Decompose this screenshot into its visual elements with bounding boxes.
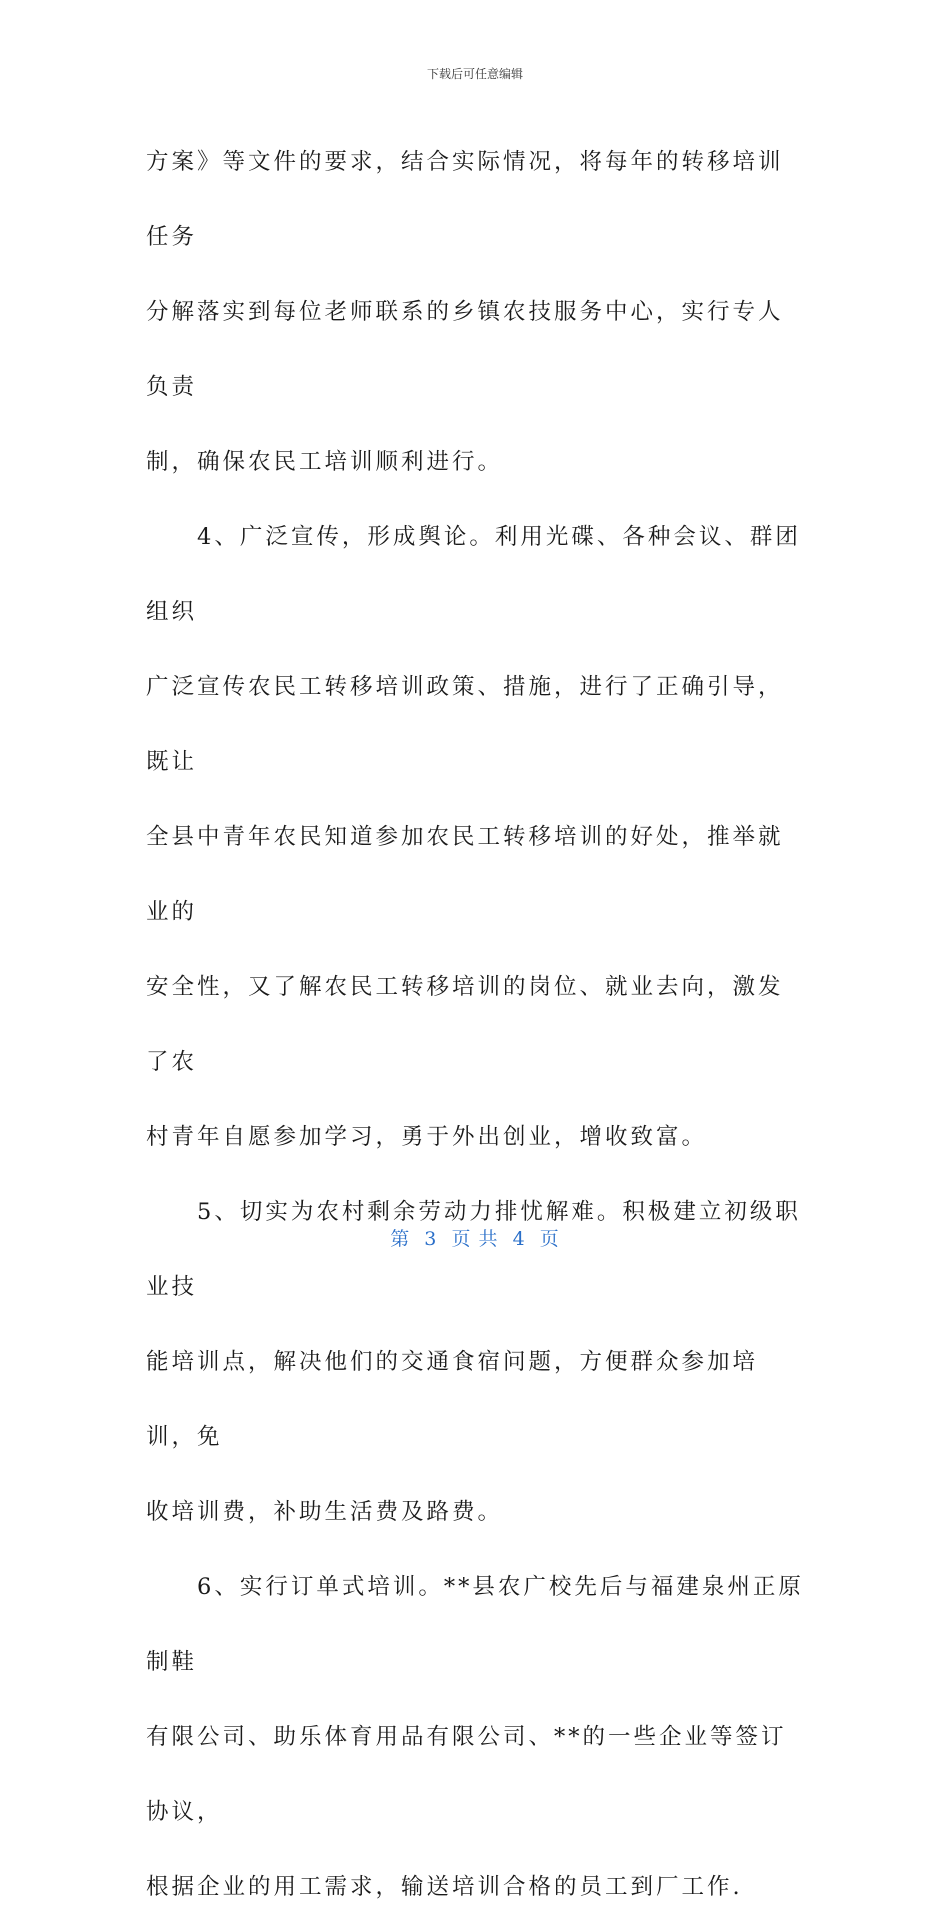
body-line: 4、广泛宣传，形成舆论。利用光碟、各种会议、群团组织 (146, 524, 801, 625)
body-line: 根据企业的用工需求，输送培训合格的员工到厂工作. (146, 1874, 743, 1900)
body-line: 全县中青年农民知道参加农民工转移培训的好处，推举就业的 (146, 824, 784, 925)
page-number: 第 3 页 共 4 页 (390, 1228, 560, 1250)
page-header: 下载后可任意编辑 (426, 67, 523, 81)
body-line: 5、切实为农村剩余劳动力排忧解难。积极建立初级职业技 (146, 1199, 801, 1300)
body-line: 分解落实到每位老师联系的乡镇农技服务中心，实行专人负责 (146, 299, 784, 400)
body-line: 制，确保农民工培训顺利进行。 (146, 449, 504, 475)
body-line: 有限公司、助乐体育用品有限公司、**的一些企业等签订协议， (146, 1724, 787, 1825)
body-line: 村青年自愿参加学习，勇于外出创业，增收致富。 (146, 1124, 708, 1150)
body-line: 能培训点，解决他们的交通食宿问题，方便群众参加培训，免 (146, 1349, 759, 1450)
document-body (146, 125, 806, 1925)
body-line: 方案》等文件的要求，结合实际情况，将每年的转移培训任务 (146, 149, 784, 250)
body-line: 6、实行订单式培训。**县农广校先后与福建泉州正原制鞋 (146, 1574, 804, 1675)
body-line: 收培训费，补助生活费及路费。 (146, 1499, 504, 1525)
body-line: 广泛宣传农民工转移培训政策、措施，进行了正确引导，既让 (146, 674, 784, 775)
body-line: 安全性，又了解农民工转移培训的岗位、就业去向，激发了农 (146, 974, 784, 1075)
